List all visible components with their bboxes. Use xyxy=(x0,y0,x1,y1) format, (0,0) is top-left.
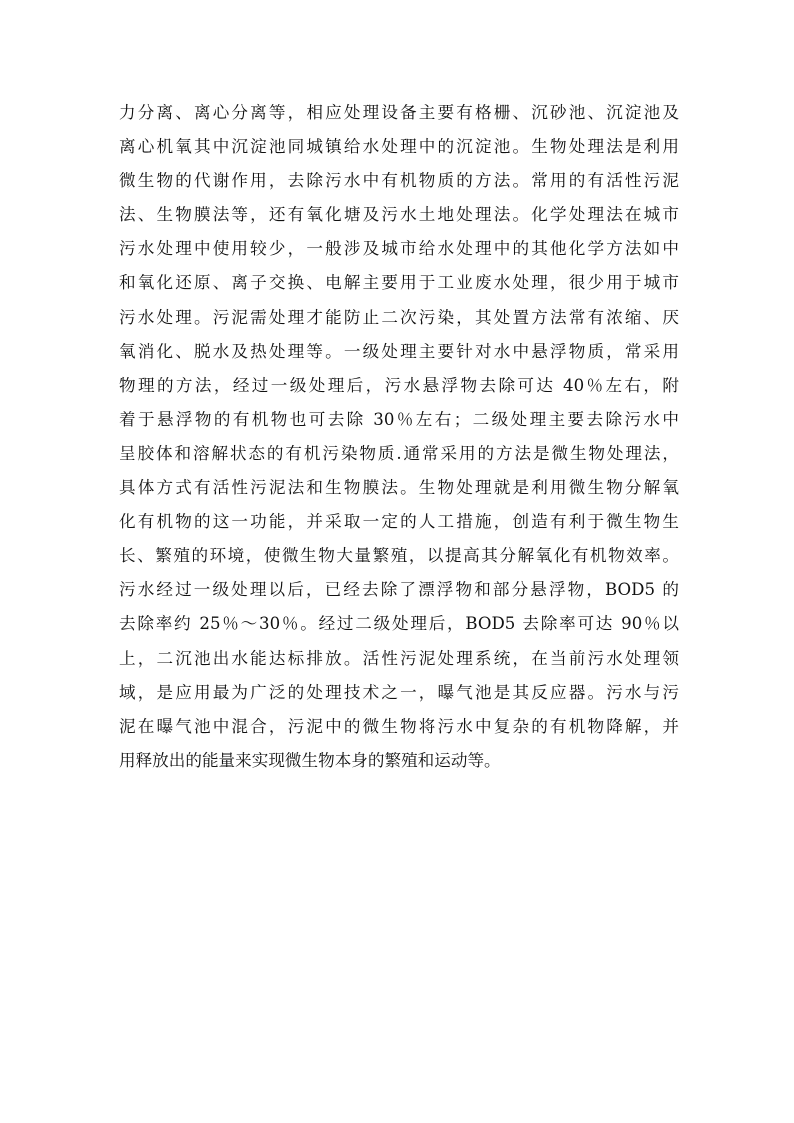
text-line: 和氧化还原、离子交换、电解主要用于工业废水处理，很少用于城市 xyxy=(119,273,679,293)
text-line: 长、繁殖的环境，使微生物大量繁殖，以提高其分解氧化有机物效率。 xyxy=(119,546,679,566)
text-line: 污水处理中使用较少，一般涉及城市给水处理中的其他化学方法如中 xyxy=(119,239,679,259)
text-line: 上，二沉池出水能达标排放。活性污泥处理系统，在当前污水处理领 xyxy=(119,648,679,668)
body-paragraph xyxy=(119,96,679,778)
text-line: 域，是应用最为广泛的处理技术之一，曝气池是其反应器。污水与污 xyxy=(119,682,679,702)
text-line: 去除率约 25％～30％。经过二级处理后，BOD5 去除率可达 90％以 xyxy=(119,614,679,634)
text-line: 法、生物膜法等，还有氧化塘及污水土地处理法。化学处理法在城市 xyxy=(119,205,679,225)
text-line: 呈胶体和溶解状态的有机污染物质.通常采用的方法是微生物处理法， xyxy=(119,443,679,463)
text-line: 具体方式有活性污泥法和生物膜法。生物处理就是利用微生物分解氧 xyxy=(119,478,679,498)
text-line: 力分离、离心分离等，相应处理设备主要有格栅、沉砂池、沉淀池及 xyxy=(119,103,679,122)
text-line: 着于悬浮物的有机物也可去除 30％左右；二级处理主要去除污水中 xyxy=(119,409,679,429)
text-line: 离心机氧其中沉淀池同城镇给水处理中的沉淀池。生物处理法是利用 xyxy=(119,137,679,157)
text-line: 氧消化、脱水及热处理等。一级处理主要针对水中悬浮物质，常采用 xyxy=(119,341,679,361)
text-line: 泥在曝气池中混合，污泥中的微生物将污水中复杂的有机物降解，并 xyxy=(119,716,679,736)
text-line: 微生物的代谢作用，去除污水中有机物质的方法。常用的有活性污泥 xyxy=(119,171,679,191)
text-line: 污水处理。污泥需处理才能防止二次污染，其处置方法常有浓缩、厌 xyxy=(119,307,679,327)
text-line: 污水经过一级处理以后，已经去除了漂浮物和部分悬浮物，BOD5 的 xyxy=(119,580,679,600)
text-line-last: 用释放出的能量来实现微生物本身的繁殖和运动等。 xyxy=(119,750,501,770)
text-line: 化有机物的这一功能，并采取一定的人工措施，创造有利于微生物生 xyxy=(119,512,679,532)
text-line: 物理的方法，经过一级处理后，污水悬浮物去除可达 40％左右，附 xyxy=(119,375,679,395)
